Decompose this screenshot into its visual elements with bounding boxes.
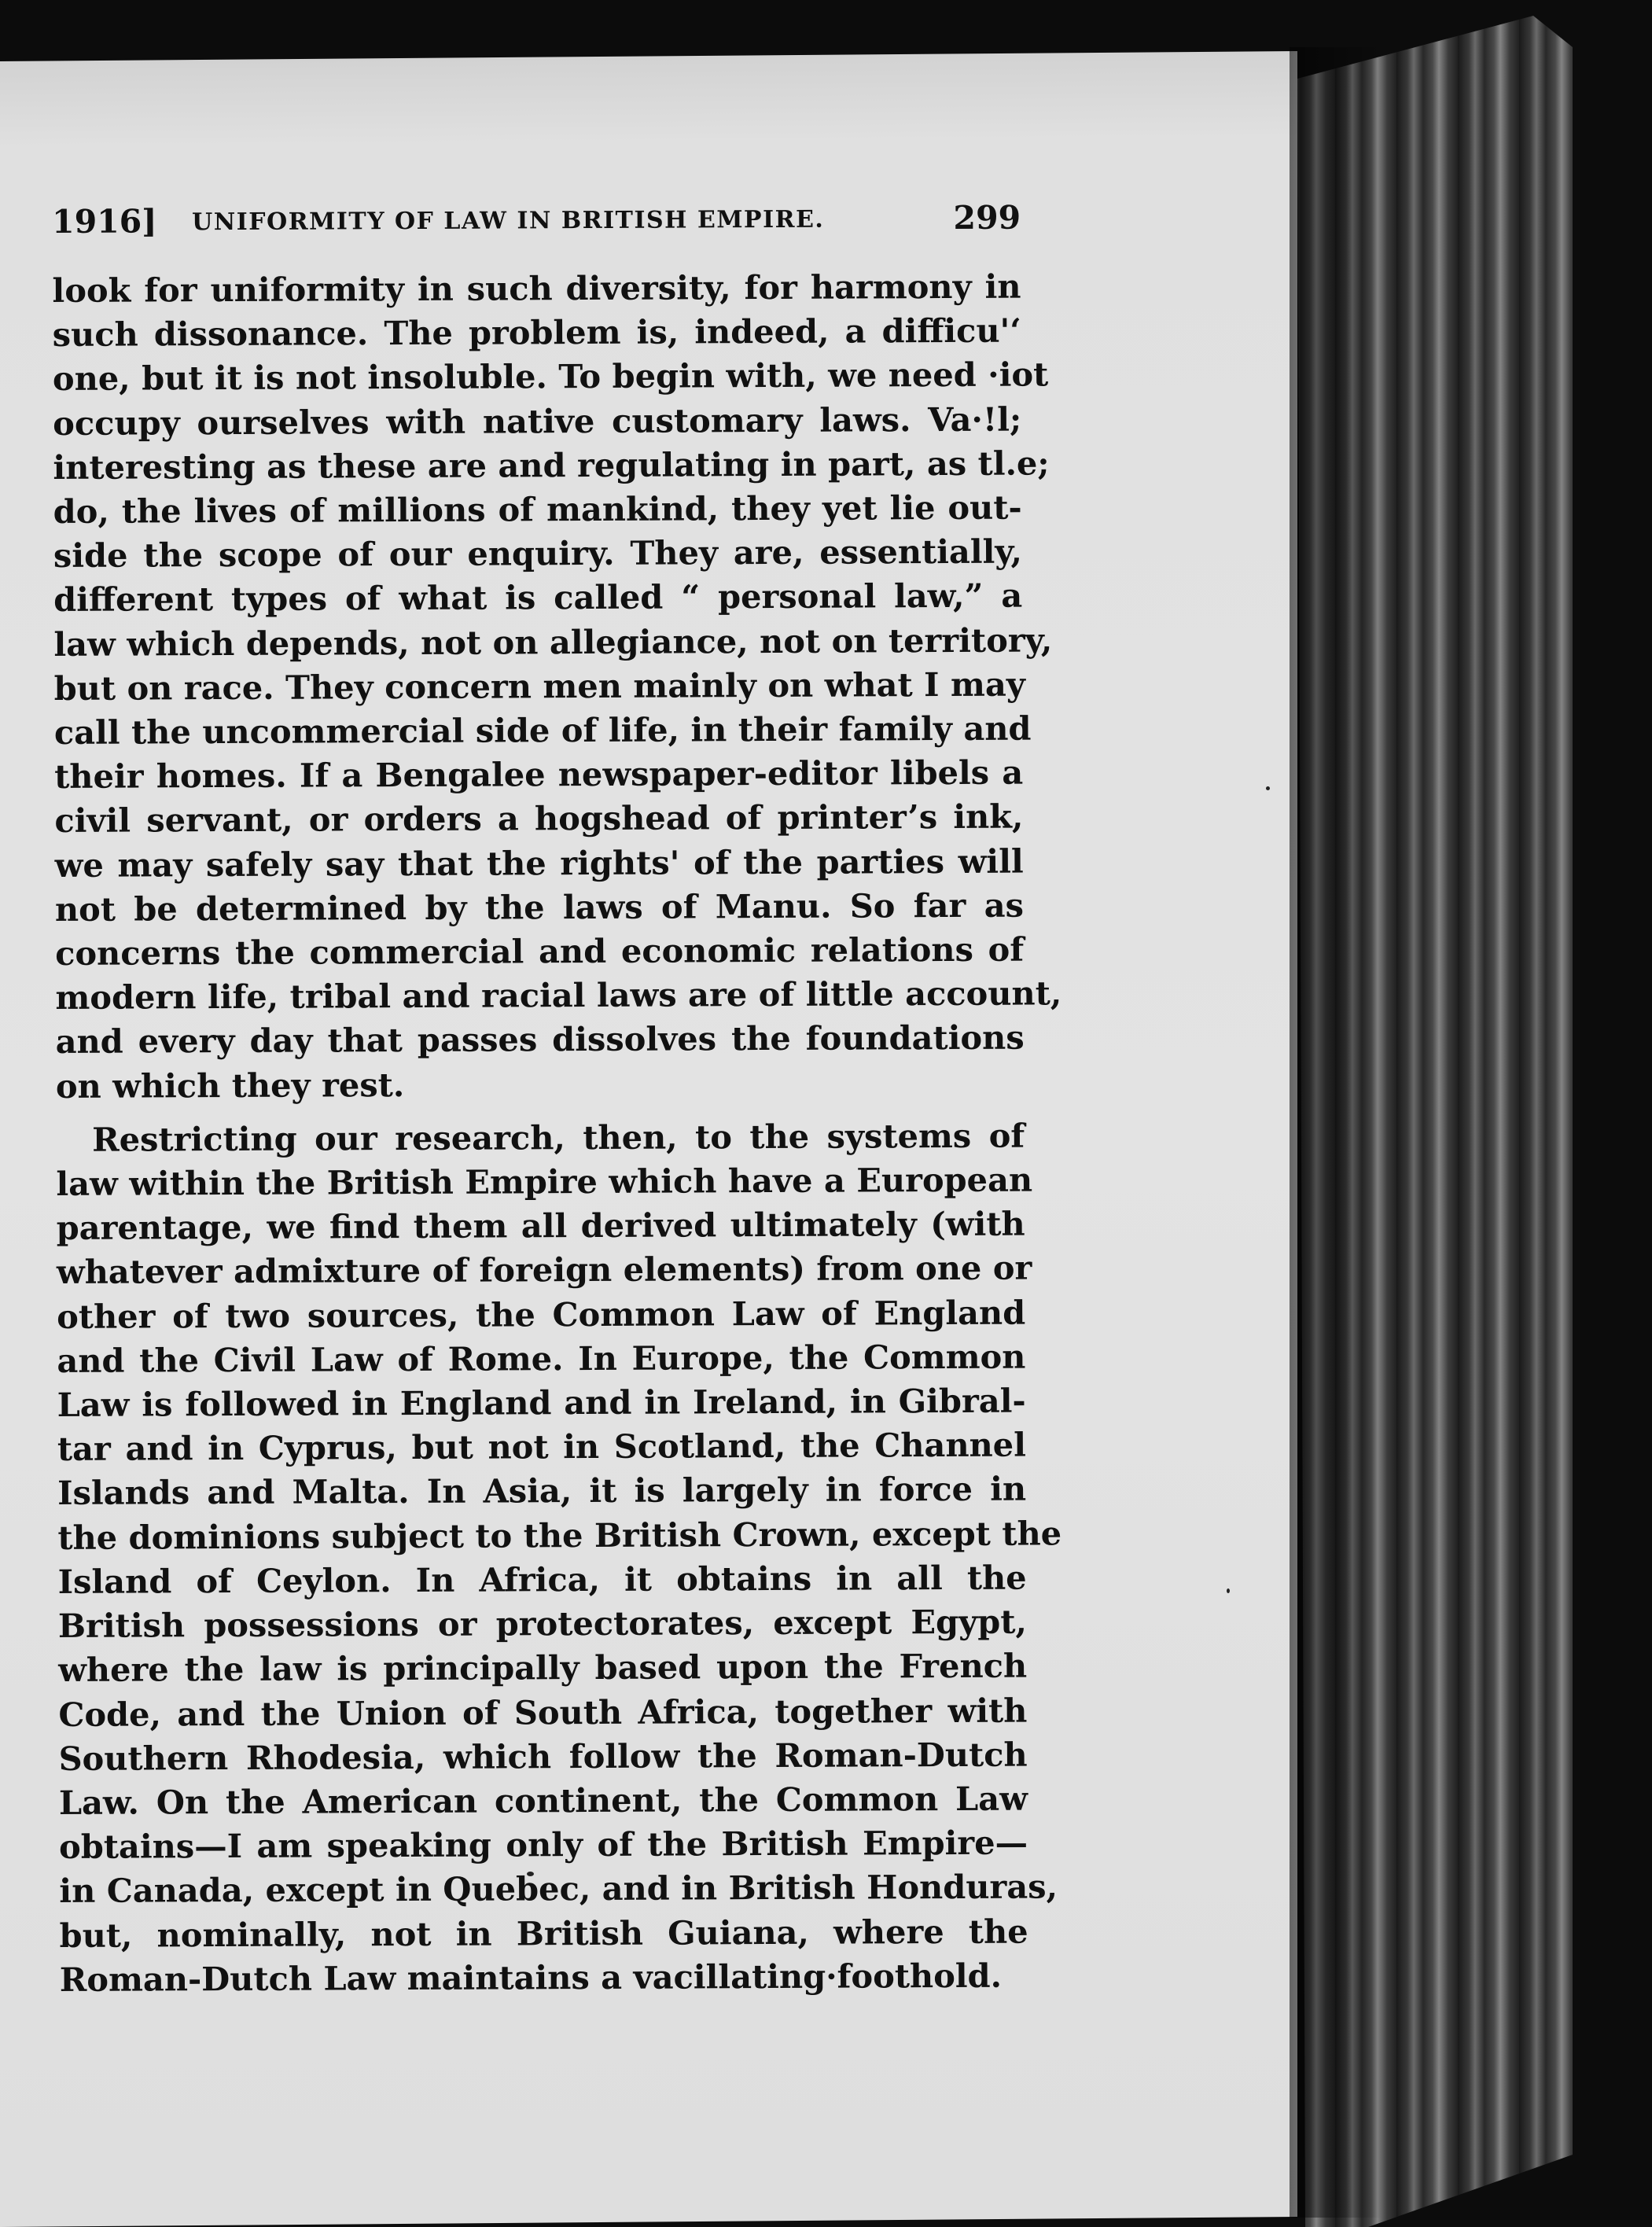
text-line: tar and in Cyprus, but not in Scotland, the Channel — [57, 1425, 1027, 1469]
running-header — [52, 199, 1021, 253]
page-number: 299 — [953, 198, 1021, 237]
text-line: do, the lives of millions of mankind, they yet lie out- — [53, 488, 1022, 532]
text-line: their homes. If a Bengalee newspaper-editor libels a — [54, 753, 1024, 797]
paragraph-1 — [52, 265, 1062, 1109]
text-line: Law. On the American continent, the Common Law — [58, 1779, 1028, 1822]
running-title: UNIFORMITY OF LAW IN BRITISH EMPIRE. — [192, 205, 825, 237]
text-line: whatever admixture of foreign elements) from one or — [56, 1249, 1032, 1292]
text-line: different types of what is called “ personal law,” a — [53, 576, 1023, 620]
text-line: Islands and Malta. In Asia, it is largely in force in — [57, 1470, 1027, 1513]
text-line: in Canada, except in Quebec, and in British Honduras, — [59, 1867, 1058, 1911]
text-line: Roman-Dutch Law maintains a vacillating·foothold. — [59, 1956, 1003, 1999]
text-line: Code, and the Union of South Africa, together with — [58, 1691, 1028, 1734]
text-line: but on race. They concern men mainly on what I may — [53, 664, 1026, 708]
text-line: but, nominally, not in British Guiana, where the — [59, 1912, 1028, 1955]
text-line: concerns the commercial and economic relations of — [55, 929, 1025, 974]
text-line: and every day that passes dissolves the foundations — [55, 1018, 1025, 1062]
text-line: the dominions subject to the British Crown, except the — [57, 1514, 1062, 1557]
text-line: on which they rest. — [55, 1065, 405, 1106]
text-block — [52, 198, 1062, 2002]
text-line: Island of Ceylon. In Africa, it obtains in all the — [57, 1558, 1027, 1601]
header-year: 1916] — [52, 202, 157, 241]
text-line: look for uniformity in such diversity, for harmony in — [52, 267, 1021, 310]
text-line: where the law is principally based upon the French — [58, 1646, 1028, 1690]
text-line: not be determined by the laws of Manu. So far as — [54, 885, 1025, 929]
text-line: such dissonance. The problem is, indeed, a difficu'‘ — [52, 311, 1021, 355]
text-line: law within the British Empire which have a European — [56, 1160, 1033, 1204]
paragraph-2 — [56, 1114, 1062, 2001]
text-line: occupy ourselves with native customary laws. Va·!l; — [53, 399, 1022, 443]
text-line: call the uncommercial side of life, in their family and — [53, 709, 1032, 753]
text-line: parentage, we find them all derived ultimately (with — [56, 1204, 1025, 1248]
text-line: Law is followed in England and in Ireland, in Gibral- — [57, 1381, 1026, 1425]
text-line: British possessions or protectorates, except Egypt, — [57, 1602, 1027, 1646]
scan-speck — [1266, 786, 1270, 790]
text-line: Southern Rhodesia, which follow the Roman-Dutch — [58, 1735, 1028, 1778]
text-line: law which depends, not on allegiance, not on territory, — [53, 620, 1053, 664]
gutter-shadow — [1290, 47, 1384, 2218]
text-line: one, but it is not insoluble. To begin with, we need ·iot — [52, 355, 1049, 399]
text-line: Restricting our research, then, to the systems of — [92, 1116, 1025, 1159]
scan-speck — [1227, 1588, 1230, 1593]
text-line: interesting as these are and regulating in part, as tl.e; — [53, 444, 1050, 487]
text-line: side the scope of our enquiry. They are, essentially, — [53, 532, 1023, 576]
text-line: modern life, tribal and racial laws are of little account, — [55, 974, 1062, 1018]
text-line: other of two sources, the Common Law of England — [57, 1293, 1026, 1336]
text-line: civil servant, or orders a hogshead of printer’s ink, — [54, 797, 1024, 841]
text-line: and the Civil Law of Rome. In Europe, the Common — [57, 1337, 1026, 1380]
text-line: obtains—I am speaking only of the British Empire— — [59, 1823, 1028, 1867]
text-line: we may safely say that the rights' of the parties will — [54, 841, 1024, 885]
